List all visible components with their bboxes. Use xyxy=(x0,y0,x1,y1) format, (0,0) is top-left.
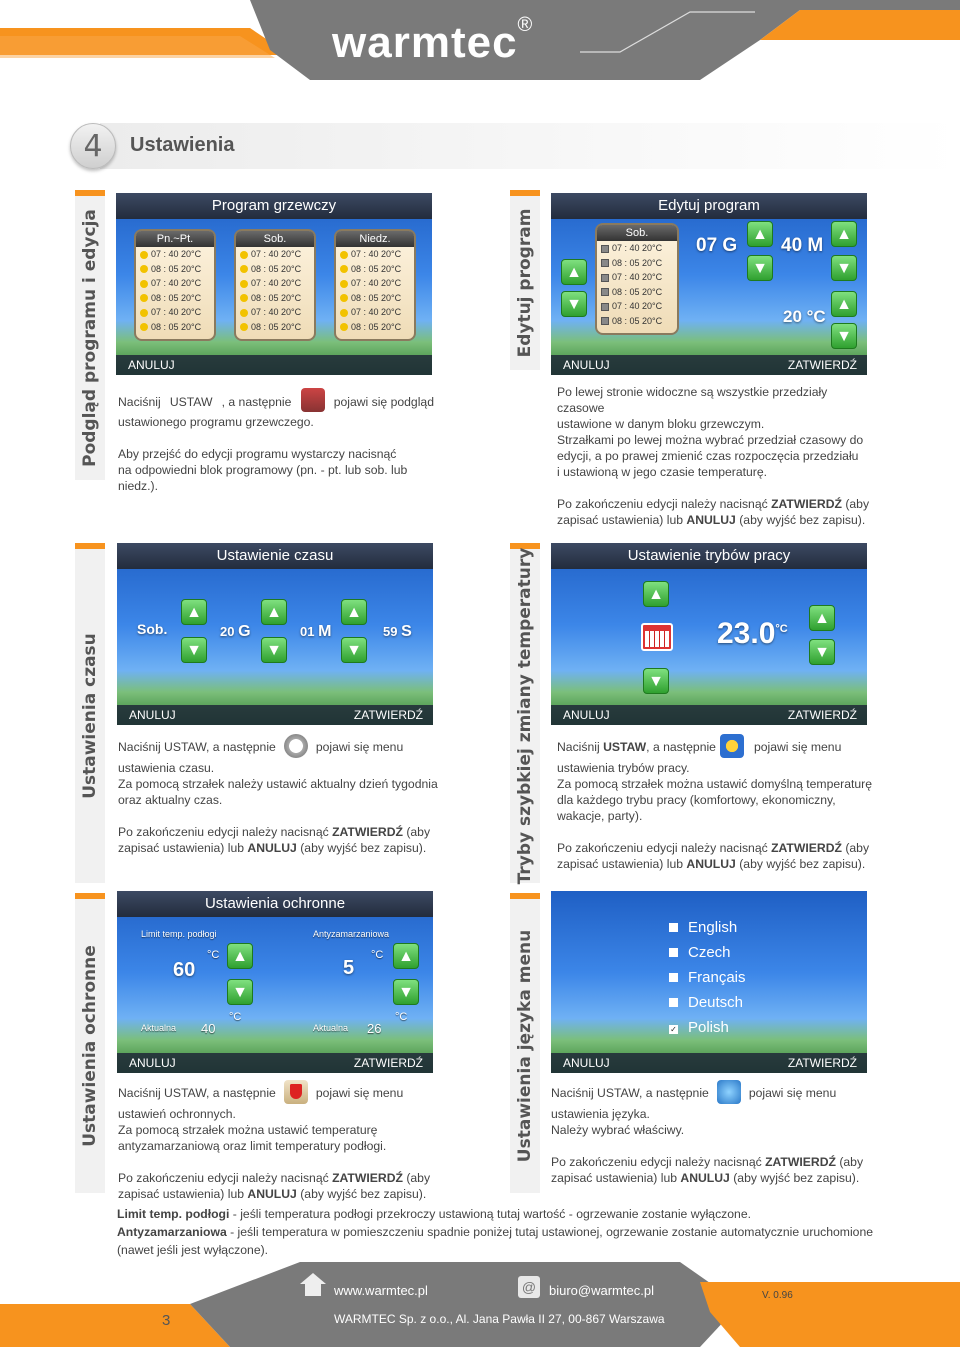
screen-title: Ustawienia ochronne xyxy=(117,891,433,917)
antifreeze-up-button[interactable]: ▲ xyxy=(393,943,419,969)
cancel-button[interactable]: ANULUJ xyxy=(129,1056,176,1070)
confirm-button[interactable]: ZATWIERDŹ xyxy=(787,358,857,372)
minute-value: 01 M xyxy=(300,623,332,640)
screen-language xyxy=(551,891,867,1073)
clock-icon xyxy=(284,734,308,758)
screen-footer xyxy=(551,705,867,725)
minute-up-button[interactable]: ▲ xyxy=(341,599,367,625)
second-value: 59 S xyxy=(383,623,412,640)
temp-up-button[interactable]: ▲ xyxy=(809,605,835,631)
shield-icon xyxy=(284,1080,308,1104)
program-card-saturday[interactable]: Sob. 07 : 40 20°C 08 : 05 20°C 07 : 40 20°C 08 : 05 20°C 07 : 40 20°C 08 : 05 20°C xyxy=(595,223,679,335)
program-icon xyxy=(301,388,325,412)
description-time: Naciśnij USTAW, a następnie pojawi się menu ustawienia czasu. Za pomocą strzałek należy ustawić aktualny dzień tygodnia oraz aktualny czas. Po zakończeniu edycji należy nacisnąć ZATWIERDŹ (aby zapisać ustawienia) lub ANULUJ (aby wyjść bez zapisu). xyxy=(118,736,438,856)
temp-up-button[interactable]: ▲ xyxy=(831,291,857,317)
temp-down-button[interactable]: ▼ xyxy=(809,639,835,665)
confirm-button[interactable]: ZATWIERDŹ xyxy=(353,1056,423,1070)
antifreeze-label: Antyzamarzaniowa xyxy=(313,929,390,939)
tab-program-preview: Podgląd programu i edycja xyxy=(75,190,105,480)
down-arrow-button[interactable]: ▼ xyxy=(561,291,587,317)
tab-protection-settings: Ustawienia ochronne xyxy=(75,893,105,1193)
floor-limit-label: Limit temp. podłogi xyxy=(141,929,217,939)
company-address: WARMTEC Sp. z o.o., Al. Jana Pawła II 27, 00-867 Warszawa xyxy=(334,1312,665,1326)
language-option[interactable]: English xyxy=(669,919,746,944)
cancel-button[interactable]: ANULUJ xyxy=(563,358,610,372)
page-number: 3 xyxy=(162,1312,171,1329)
up-arrow-button[interactable]: ▲ xyxy=(561,259,587,285)
antifreeze-actual-label: Aktualna xyxy=(313,1023,349,1033)
antifreeze-value: 5 xyxy=(343,957,355,979)
screen-footer xyxy=(551,355,867,375)
program-card-sunday[interactable]: Niedz. 07 : 40 20°C 08 : 05 20°C 07 : 40 20°C 08 : 05 20°C 07 : 40 20°C 08 : 05 20°C xyxy=(334,229,416,341)
screen-program xyxy=(116,193,432,375)
language-option-selected[interactable]: ✓ Polish xyxy=(670,1019,729,1036)
section-title: Ustawienia xyxy=(130,134,235,156)
calendar-icon xyxy=(641,623,673,651)
description-edit: Po lewej stronie widoczne są wszystkie przedziały czasowe ustawione w danym bloku grzewczym. Strzałkami po lewej można wybrać przedział czasowy do edycji, a po prawej zmienić czas rozpoczęcia przedziału i ustawioną w jego czasie temperaturę. Po zakończeniu edycji należy nacisnąć ZATWIERDŹ (aby zapisać ustawienia) lub ANULUJ (aby wyjść bez zapisu). xyxy=(557,385,870,527)
screen-footer xyxy=(117,1053,433,1073)
screen-edit-program xyxy=(551,193,867,375)
program-card-saturday[interactable]: Sob. 07 : 40 20°C 08 : 05 20°C 07 : 40 20°C 08 : 05 20°C 07 : 40 20°C 08 : 05 20°C xyxy=(234,229,316,341)
temp-value: 20 °C xyxy=(783,307,826,326)
notes: Limit temp. podłogi - jeśli temperatura podłogi przekroczy ustawioną tutaj wartość - ogrzewanie zostanie wyłączone. Antyzamarzaniowa - jeśli temperatura w pomieszczeniu spadnie poniżej tutaj ustawionej, ogrzewanie zostanie automatycznie uruchomione (nawet jeśli jest wyłączone). xyxy=(117,1207,874,1257)
cancel-button[interactable]: ANULUJ xyxy=(129,708,176,722)
floor-limit-down-button[interactable]: ▼ xyxy=(227,979,253,1005)
description-modes: Naciśnij USTAW, a następnie pojawi się menu ustawienia trybów pracy. Za pomocą strzałek można ustawić domyślną temperaturę dla każdego trybu pracy (komfortowy, ekonomiczny, wakacje, party). Po zakończeniu edycji należy nacisnąć ZATWIERDŹ (aby zapisać ustawienia) lub ANULUJ (aby wyjść bez zapisu). xyxy=(557,736,877,872)
hour-down-button[interactable]: ▼ xyxy=(747,255,773,281)
floor-limit-up-button[interactable]: ▲ xyxy=(227,943,253,969)
brand-logo: warmtec® xyxy=(332,14,534,67)
screen-time xyxy=(117,543,433,725)
globe-icon xyxy=(717,1080,741,1104)
tab-edit-program: Edytuj program xyxy=(510,190,540,370)
hour-up-button[interactable]: ▲ xyxy=(747,221,773,247)
floor-actual-unit: °C xyxy=(229,1011,242,1023)
website-link[interactable]: www.warmtec.pl xyxy=(334,1283,428,1298)
screen-title: Ustawienie trybów pracy xyxy=(551,543,867,569)
cancel-button[interactable]: ANULUJ xyxy=(563,708,610,722)
antifreeze-actual-unit: °C xyxy=(395,1011,408,1023)
language-option[interactable]: Français xyxy=(669,969,746,994)
minute-up-button[interactable]: ▲ xyxy=(831,221,857,247)
cancel-button[interactable]: ANULUJ xyxy=(128,358,175,372)
email-link[interactable]: biuro@warmtec.pl xyxy=(549,1283,654,1298)
day-down-button[interactable]: ▼ xyxy=(181,637,207,663)
program-card-weekday[interactable]: Pn.~Pt. 07 : 40 20°C 08 : 05 20°C 07 : 40 20°C 08 : 05 20°C 07 : 40 20°C 08 : 05 20°C xyxy=(134,229,216,341)
email-icon: @ xyxy=(518,1276,540,1298)
antifreeze-unit: °C xyxy=(371,949,384,961)
hour-value: 20 G xyxy=(220,623,251,640)
description-program: Naciśnij USTAW , a następnie pojawi się podgląd ustawionego programu grzewczego. Aby przejść do edycji programu wystarczy nacisnąć na odpowiedni blok programowy (pn. - pt. lub sob. lub niedz.). xyxy=(118,390,434,494)
floor-actual-value: 40 xyxy=(201,1021,216,1036)
sun-mode-icon xyxy=(720,734,744,758)
day-up-button[interactable]: ▲ xyxy=(181,599,207,625)
tab-language-settings: Ustawienia języka menu xyxy=(510,893,540,1193)
cancel-button[interactable]: ANULUJ xyxy=(563,1056,610,1070)
hour-down-button[interactable]: ▼ xyxy=(261,637,287,663)
hour-up-button[interactable]: ▲ xyxy=(261,599,287,625)
mode-down-button[interactable]: ▼ xyxy=(643,668,669,694)
minute-down-button[interactable]: ▼ xyxy=(831,255,857,281)
language-option[interactable]: Deutsch xyxy=(669,994,746,1019)
screen-footer xyxy=(116,355,432,375)
tab-time-settings: Ustawienia czasu xyxy=(75,543,105,883)
floor-actual-label: Aktualna xyxy=(141,1023,177,1033)
confirm-button[interactable]: ZATWIERDŹ xyxy=(787,708,857,722)
screen-title: Edytuj program xyxy=(551,193,867,219)
home-icon xyxy=(300,1273,326,1297)
screen-footer xyxy=(551,1053,867,1073)
screen-title: Ustawienie czasu xyxy=(117,543,433,569)
temp-value: $23.0^{^\circ C}$ xyxy=(717,617,788,650)
screen-footer xyxy=(117,705,433,725)
screen-protection xyxy=(117,891,433,1073)
tab-quick-modes: Tryby szybkiej zmiany temperatury xyxy=(510,543,540,883)
antifreeze-actual-value: 26 xyxy=(367,1021,382,1036)
description-protection: Naciśnij USTAW, a następnie pojawi się menu ustawień ochronnych. Za pomocą strzałek można ustawić temperaturę antyzamarzaniową oraz limit temperatury podłogi. Po zakończeniu edycji należy nacisnąć ZATWIERDŹ (aby zapisać ustawienia) lub ANULUJ (aby wyjść bez zapisu). xyxy=(118,1082,438,1202)
section-number: 4 xyxy=(70,123,116,169)
confirm-button[interactable]: ZATWIERDŹ xyxy=(787,1056,857,1070)
confirm-button[interactable]: ZATWIERDŹ xyxy=(353,708,423,722)
antifreeze-down-button[interactable]: ▼ xyxy=(393,979,419,1005)
hour-value: 07 G xyxy=(696,235,738,256)
description-language: Naciśnij USTAW, a następnie pojawi się menu ustawienia języka. Należy wybrać właściwy. Po zakończeniu edycji należy nacisnąć ZATWIERDŹ (aby zapisać ustawienia) lub ANULUJ (aby wyjść bez zapisu). xyxy=(551,1082,871,1186)
screen-title: Program grzewczy xyxy=(116,193,432,219)
minute-value: 40 M xyxy=(781,235,824,256)
floor-limit-value: 60 xyxy=(173,959,196,981)
language-list xyxy=(669,919,746,1044)
screen-modes xyxy=(551,543,867,725)
footer-banner xyxy=(0,1262,960,1347)
mode-up-button[interactable]: ▲ xyxy=(643,581,669,607)
day-value: Sob. xyxy=(137,621,168,637)
version: V. 0.96 xyxy=(762,1290,793,1301)
language-option[interactable]: Czech xyxy=(669,944,746,969)
minute-down-button[interactable]: ▼ xyxy=(341,637,367,663)
floor-limit-unit: °C xyxy=(207,949,220,961)
temp-down-button[interactable]: ▼ xyxy=(831,323,857,349)
